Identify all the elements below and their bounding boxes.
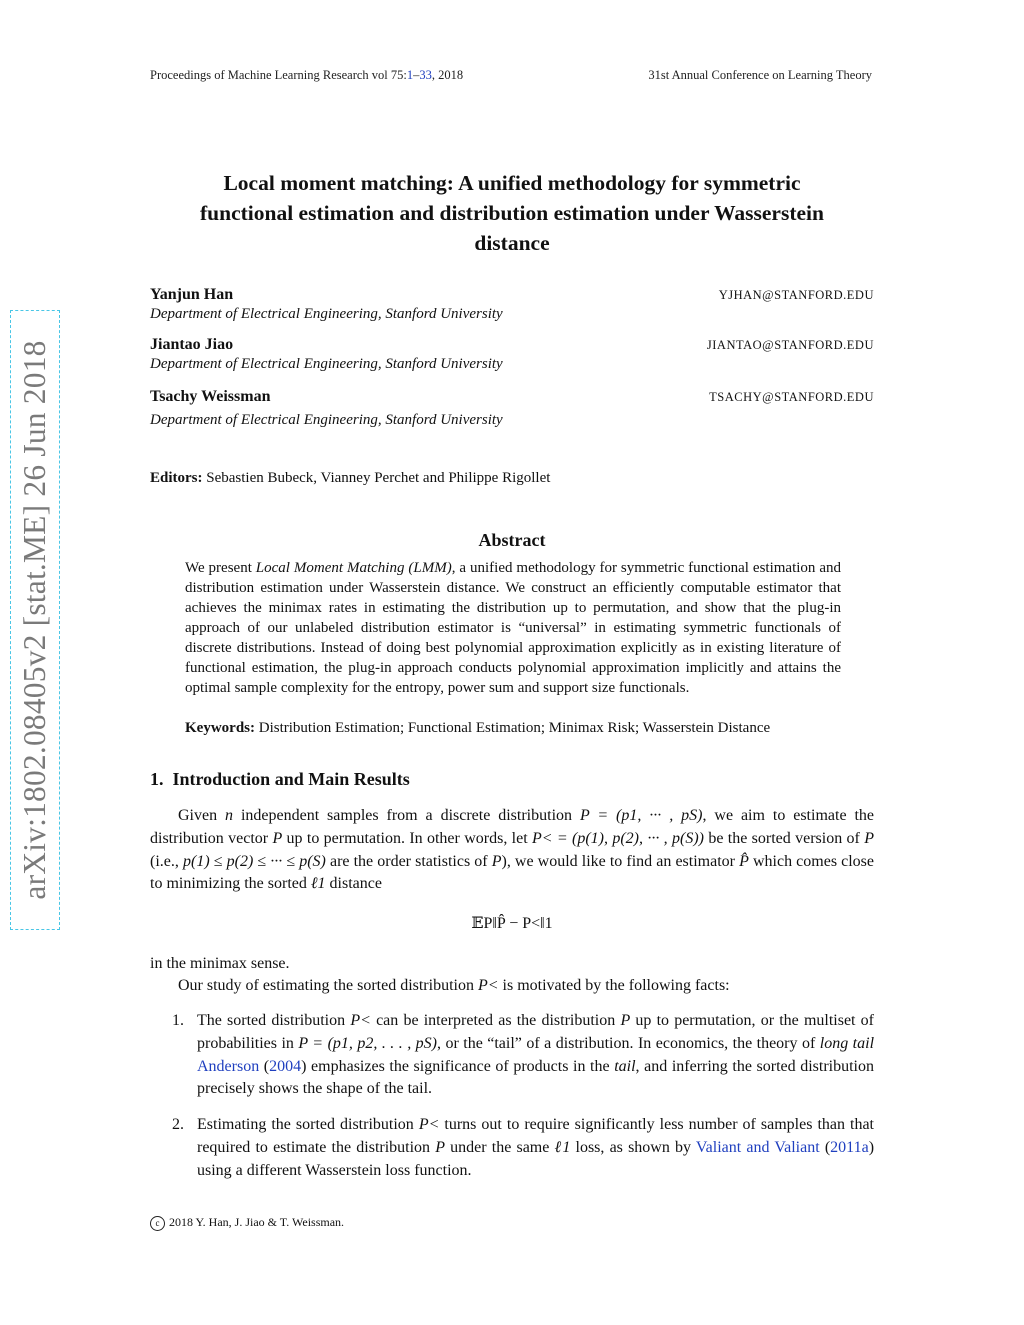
- intro-paragraph: Given n independent samples from a discrete distribution P = (p1, ··· , pS), we aim to estimate the distribution vector P up to permutation. In other words, let P< = (p(1), p(2), ··· , p(S)) be the sorted version of P (i.e., p(1) ≤ p(2) ≤ ··· ≤ p(S) are the order statistics of P), we would like to find an estimator P̂ which comes close to minimizing the sorted ℓ1 distance: [150, 807, 875, 893]
- copyright-notice: c 2018 Y. Han, J. Jiao & T. Weissman.: [150, 1215, 344, 1231]
- abstract-body: We present Local Moment Matching (LMM), a unified methodology for symmetric functional estimation and distribution estimation under Wasserstein distance. We construct an efficiently computable estimator that achieves the minimax rates in estimating the distribution up to permutation, and show that the plug-in approach of our unlabeled distribution estimator is “universal” in estimating symmetric functionals of discrete distributions. Instead of doing best polynomial approximation explicitly as in existing literature of functional estimation, the plug-in approach conducts polynomial approximation implicitly and attains the optimal sample complexity for the entropy, power sum and support size functionals.: [185, 560, 841, 696]
- list-item: 2. Estimating the sorted distribution P< turns out to require significantly less number of samples than that required to estimate the distribution P under the same ℓ1 loss, as shown by Valiant and Valiant (2011a) using a different Wasserstein loss function.: [172, 1116, 875, 1179]
- running-head-left: Proceedings of Machine Learning Research vol 75:1–33, 2018: [150, 68, 464, 82]
- author-affiliation: Department of Electrical Engineering, Stanford University: [150, 412, 503, 428]
- list-item: 1. The sorted distribution P< can be interpreted as the distribution P up to permutation, or the multiset of probabilities in P = (p1, p2, . . . , pS), or the “tail” of a distribution. In economics, the theory of long tail Anderson (2004) emphasizes the significance of products in the tail, and inferring the sorted distribution precisely shows the shape of the tail.: [172, 1012, 875, 1098]
- copyright-icon: c: [150, 1216, 165, 1231]
- editors-line: Editors: Sebastien Bubeck, Vianney Perchet and Philippe Rigollet: [150, 470, 551, 486]
- citation-link[interactable]: Anderson: [197, 1057, 260, 1075]
- paper-title: Local moment matching: A unified methodology for symmetric functional estimation and distribution estimation under Wasserstein distance: [200, 171, 824, 255]
- display-equation: 𝔼P‖P̂ − P<‖1: [471, 915, 553, 932]
- running-head-right: 31st Annual Conference on Learning Theory: [648, 68, 872, 82]
- author-email[interactable]: JIANTAO@STANFORD.EDU: [706, 338, 874, 352]
- first-page-link[interactable]: 1: [406, 68, 414, 82]
- author-affiliation: Department of Electrical Engineering, Stanford University: [150, 306, 503, 322]
- author-block: [150, 388, 874, 429]
- author-affiliation: Department of Electrical Engineering, Stanford University: [150, 356, 503, 372]
- citation-year-link[interactable]: 2004: [269, 1057, 302, 1075]
- author-email[interactable]: YJHAN@STANFORD.EDU: [718, 288, 874, 302]
- citation-year-link[interactable]: 2011a: [830, 1138, 869, 1156]
- author-name: Yanjun Han: [150, 286, 234, 303]
- author-block: [150, 336, 874, 373]
- abstract-heading: Abstract: [478, 530, 546, 550]
- citation-link[interactable]: Valiant and Valiant: [695, 1138, 820, 1156]
- author-block: [150, 286, 874, 323]
- section-heading: 1. Introduction and Main Results: [150, 769, 410, 789]
- last-page-link[interactable]: 33: [419, 68, 432, 82]
- author-email[interactable]: TSACHY@STANFORD.EDU: [709, 390, 874, 404]
- author-name: Jiantao Jiao: [150, 336, 234, 353]
- paragraph-minimax: in the minimax sense.: [150, 955, 290, 972]
- keywords-line: Keywords: Distribution Estimation; Functional Estimation; Minimax Risk; Wasserstein Distance: [185, 720, 771, 736]
- paragraph-motivation: Our study of estimating the sorted distribution P< is motivated by the following facts:: [178, 977, 730, 994]
- author-name: Tsachy Weissman: [150, 388, 271, 405]
- arxiv-stamp-text[interactable]: arXiv:1802.08405v2 [stat.ME] 26 Jun 2018: [17, 340, 52, 900]
